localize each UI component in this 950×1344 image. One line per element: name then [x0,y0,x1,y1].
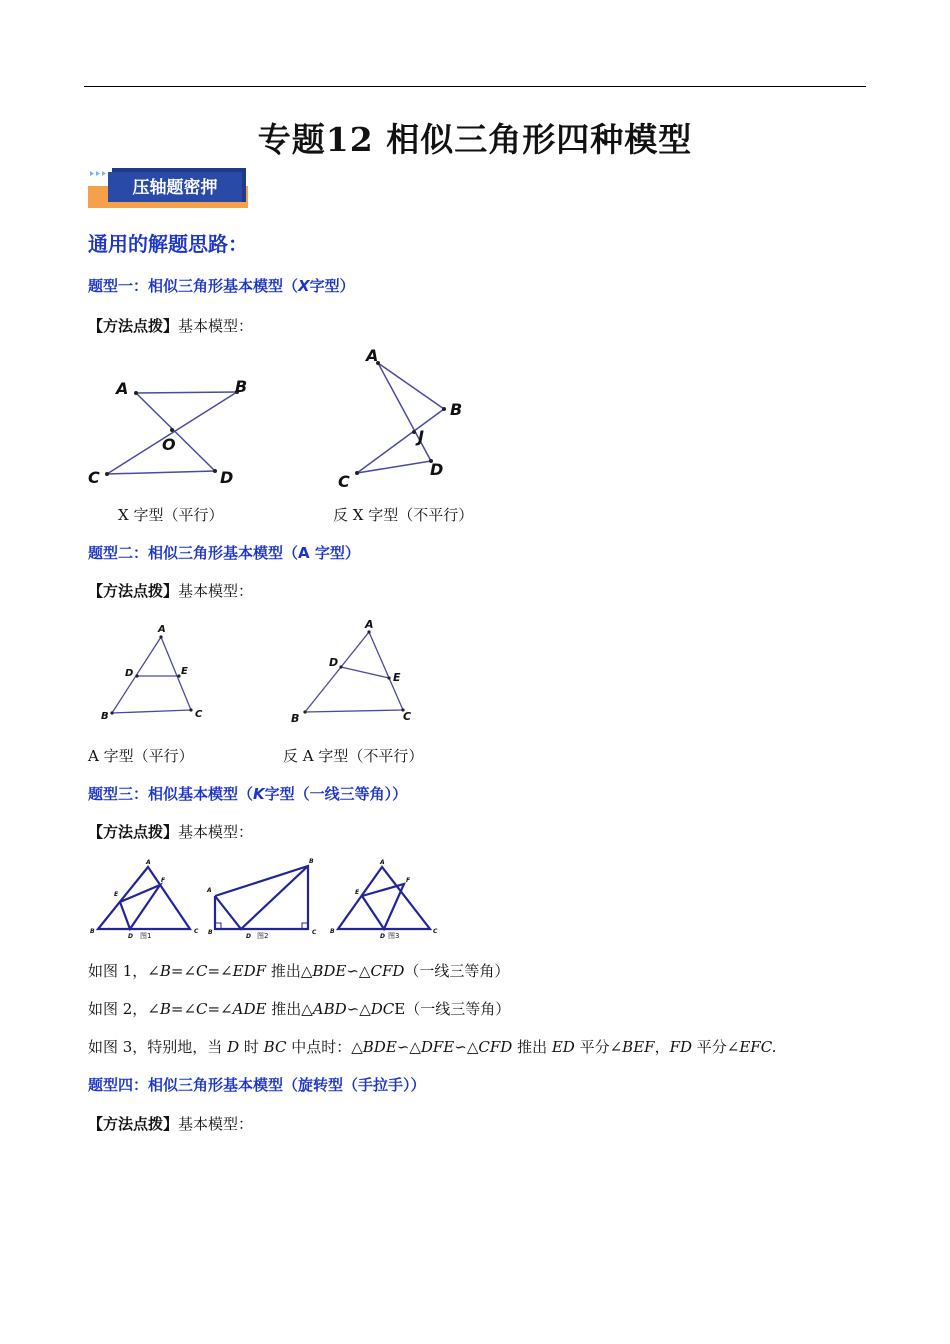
svg-text:F: F [161,877,166,884]
svg-text:C: C [312,929,317,936]
svg-text:B: B [330,928,335,935]
svg-text:D: D [246,933,251,940]
svg-text:F: F [406,877,411,884]
svg-text:A: A [366,346,379,365]
svg-text:D: D [220,468,234,487]
x-figure-parallel [84,372,264,492]
svg-text:C: C [195,709,203,720]
type3-line2: 如图 2，∠B=∠C=∠ADE 推出△ABD∽△DCE（一线三等角） [88,1000,511,1018]
svg-text:E: E [114,891,119,898]
svg-text:B: B [90,928,95,935]
page-title: 专题12 相似三角形四种模型 [257,120,693,159]
svg-text:A: A [146,859,151,866]
type2-method: 【方法点拨】基本模型： [88,582,254,600]
svg-text:O: O [162,435,176,454]
svg-text:B: B [208,929,213,936]
k-figures [86,852,446,944]
svg-text:图1: 图1 [140,932,152,940]
type1-method: 【方法点拨】基本模型： [88,317,254,335]
svg-text:A: A [158,624,166,635]
svg-text:A: A [365,618,374,631]
svg-text:图3: 图3 [388,932,400,940]
svg-text:B: B [291,712,300,725]
svg-text:B: B [101,711,109,722]
x-figure-nonparallel [330,345,480,495]
svg-text:B: B [450,400,463,419]
type3-heading: 题型三：相似基本模型（K字型（一线三等角）） [88,785,408,803]
type3-line1: 如图 1，∠B=∠C=∠EDF 推出△BDE∽△CFD（一线三等角） [88,962,510,980]
k-figure-3 [338,867,430,929]
a-caption-parallel: A 字型（平行） [88,747,194,765]
a-caption-nonparallel: 反 A 字型（不平行） [283,747,424,765]
svg-text:A: A [116,379,129,398]
svg-text:B: B [309,858,314,865]
svg-text:B: B [235,377,248,396]
svg-text:C: C [88,468,100,487]
svg-text:图2: 图2 [257,932,269,940]
svg-text:D: D [128,933,133,940]
x-caption-parallel: X 字型（平行） [118,506,224,524]
a-figure-parallel [95,620,215,725]
a-figure-nonparallel [285,612,425,727]
type3-line3: 如图 3，特别地，当 D 时 BC 中点时：△BDE∽△DFE∽△CFD 推出 ED 平分∠BEF，FD 平分∠EFC. [88,1038,777,1056]
svg-text:D: D [125,668,134,679]
svg-text:C: C [433,928,438,935]
svg-text:D: D [380,933,385,940]
type1-heading: 题型一：相似三角形基本模型（X字型） [88,277,355,295]
svg-text:E: E [355,889,360,896]
type3-method: 【方法点拨】基本模型： [88,823,254,841]
section-badge [88,164,248,210]
k-figure-1 [98,867,190,929]
svg-text:J: J [418,427,424,446]
k-figure-2 [215,866,308,929]
svg-text:C: C [403,710,412,723]
badge-label: 压轴题密押 [132,178,218,198]
svg-text:E: E [181,666,188,677]
svg-text:A: A [207,887,212,894]
svg-text:C: C [338,472,350,491]
svg-text:D: D [329,656,339,669]
type4-heading: 题型四：相似三角形基本模型（旋转型（手拉手）） [88,1076,426,1094]
x-caption-nonparallel: 反 X 字型（不平行） [333,506,474,524]
svg-text:C: C [194,928,199,935]
general-heading: 通用的解题思路： [88,232,248,256]
svg-text:D: D [430,460,444,479]
type4-method: 【方法点拨】基本模型： [88,1115,254,1133]
top-rule [84,86,866,87]
type2-heading: 题型二：相似三角形基本模型（A 字型） [88,544,360,562]
svg-text:A: A [380,859,385,866]
svg-text:E: E [393,671,401,684]
